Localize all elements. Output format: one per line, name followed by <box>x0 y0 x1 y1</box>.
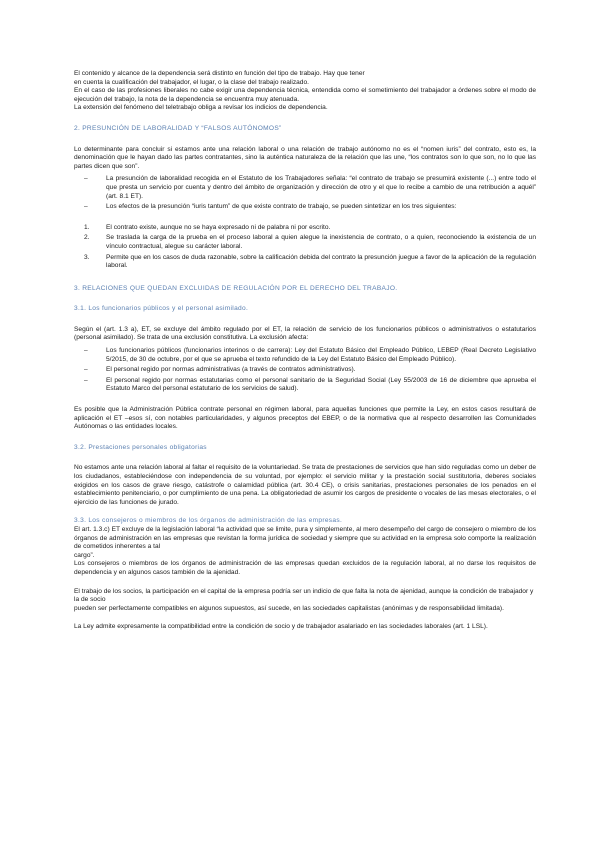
list-item <box>84 234 536 251</box>
section-3-1-bullet-list <box>74 347 536 394</box>
list-item-text: Se traslada la carga de la prueba en el proceso laboral a quien alegue la inexistencia de contrato, o a quien, reconociendo la existencia de un vínculo contractual, alegue su carácter laboral. <box>106 234 536 250</box>
intro-line-2: en cuenta la cualificación del trabajador, el lugar, o la clase del trabajo realizado. <box>74 78 309 86</box>
section-3-3-paragraph-1-end: cargo”. <box>74 551 95 559</box>
list-item-text: El contrato existe, aunque no se haya expresado ni de palabra ni por escrito. <box>106 223 331 231</box>
section-3-1-paragraph: Según el (art. 1.3 a), ET, se excluye del ámbito regulado por el ET, la relación de servicio de los funcionarios públicos o administrativos o estatutarios (personal asimilado). Se trata de una exclusión constitutiva. La exclusión afecta: <box>74 325 536 342</box>
intro-line-4: La extensión del fenómeno del teletrabajo obliga a revisar los indicios de dependencia. <box>74 104 328 112</box>
section-2-bullet-list <box>74 175 536 211</box>
section-3-2-paragraph: No estamos ante una relación laboral al faltar el requisito de la voluntariedad. Se trata de prestaciones de servicios que han sido reguladas como un deber de los ciudadanos, estableciéndose con independencia de su voluntad, por ejemplo: el servicio militar y la prestación social sustitutoria, deberes sociales exigidos en los casos de grave riesgo, catástrofe o calamidad pública (art. 30.4 CE), o crisis sanitarias, prestaciones personales de los penados en el establecimiento penitenciario, o por cumplimiento de una pena. La obligatoriedad de asumir los cargos de presidente o vocales de las mesas electorales, o el ejercicio de las funciones de jurado. <box>74 464 536 506</box>
intro-line-3: En el caso de las profesiones liberales no cabe exigir una dependencia técnica, entendida como el sometimiento del trabajador a órdenes sobre el modo de ejecución del trabajo, la nota de la dependencia se encuentra muy atenuada. <box>74 87 536 103</box>
list-item: – La presunción de laboralidad recogida en el Estatuto de los Trabajadores señala: “el contrato de trabajo se presumirá existente (...) entre todo el que presta un servicio por cuenta y dentro del ámbito de organización y dirección de otro y el que lo recibe a cambio de una retribución a aquél” (art. 8.1 ET). <box>106 175 536 201</box>
section-3-3-paragraph-4: La Ley admite expresamente la compatibilidad entre la condición de socio y de trabajador asalariado en las sociedades laborales (art. 1 LSL). <box>74 623 488 631</box>
list-item <box>84 223 536 233</box>
section-3-3-paragraph-2: Los consejeros o miembros de los órganos de administración de las empresas quedan excluidos de la regulación laboral, al no darse los requisitos de dependencia y en algunos casos también de la ajenidad. <box>74 560 536 576</box>
section-3-2-heading: 3.2. Prestaciones personales obligatorias <box>74 443 207 451</box>
list-number: 2. <box>84 234 90 242</box>
section-3-3-paragraph-1: El art. 1.3.c) ET excluye de la legislación laboral “la actividad que se limite, pura y simplemente, al mero desempeño del cargo de consejero o miembro de los órganos de administración en las empresas que revistan la forma jurídica de sociedad y siempre que su actividad en la empresa solo comporte la realización de cometidos inherentes a tal <box>74 525 536 551</box>
section-3-3-paragraph-3-cont: pueden ser perfectamente compatibles en algunos supuestos, así sucede, en las sociedades capitalistas (anónimas y de responsabilidad limitada). <box>74 604 504 612</box>
intro-line-1: El contenido y alcance de la dependencia será distinto en función del tipo de trabajo. Hay que tener <box>74 70 365 77</box>
list-item-text: Permite que en los casos de duda razonable, sobre la calificación debida del contrato la presunción juegue a favor de la aplicación de la regulación laboral. <box>106 253 536 270</box>
section-3-1-heading: 3.1. Los funcionarios públicos y el personal asimilado. <box>74 305 249 313</box>
list-item <box>84 253 536 271</box>
section-2-numbered-list <box>74 224 536 271</box>
list-item: – Los efectos de la presunción “iuris tantum” de que existe contrato de trabajo, se pueden sintetizar en los tres siguientes: <box>106 203 536 212</box>
document-page <box>74 70 536 632</box>
list-item: – Los funcionarios públicos (funcionarios interinos o de carrera): Ley del Estatuto Básico del Empleado Público, LEBEP (Real Decreto Legislativo 5/2015, de 30 de octubre, por el que se aprueba el texto refundido de la Ley del Estatuto Básico del Empleado Público). <box>106 347 536 364</box>
section-3-3-heading: 3.3. Los consejeros o miembros de los órganos de administración de las empresas. <box>74 517 343 525</box>
section-2-heading: 2. PRESUNCIÓN DE LABORALIDAD Y “FALSOS AUTÓNOMOS” <box>74 124 282 132</box>
section-3-3-paragraph-3: El trabajo de los socios, la participación en el capital de la empresa podría ser un indicio de que falta la nota de ajenidad, aunque la condición de trabajador y la de socio <box>74 587 534 604</box>
list-item: – El personal regido por normas administrativas (a través de contratos administrativos). <box>106 366 536 375</box>
list-number: 1. <box>84 223 90 231</box>
section-2-paragraph: Lo determinante para concluir si estamos ante una relación laboral o una relación de trabajo autónomo no es el “nomen iuris” del contrato, esto es, la denominación que le hayan dado las partes contratantes, sino la auténtica naturaleza de la relación que las une, “los contratos son lo que son, no lo que las partes dicen que son”. <box>74 145 536 170</box>
section-3-heading: 3. RELACIONES QUE QUEDAN EXCLUIDAS DE REGULACIÓN POR EL DERECHO DEL TRABAJO. <box>74 284 398 292</box>
section-3-1-paragraph-2: Es posible que la Administración Pública contrate personal en régimen laboral, para aquellas funciones que permite la Ley, en estos casos resultará de aplicación el ET –esos sí, con notables particularidades, y algunos preceptos del EBEP, o de la normativa que al respecto desarrollen las Comunidades Autónomas o las entidades locales. <box>74 406 536 431</box>
list-item: – El personal regido por normas estatutarias como el personal sanitario de la Seguridad Social (Ley 55/2003 de 16 de diciembre que aprueba el Estatuto Marco del personal estatutario de los servicios de salud). <box>106 377 536 394</box>
list-number: 3. <box>84 253 90 261</box>
